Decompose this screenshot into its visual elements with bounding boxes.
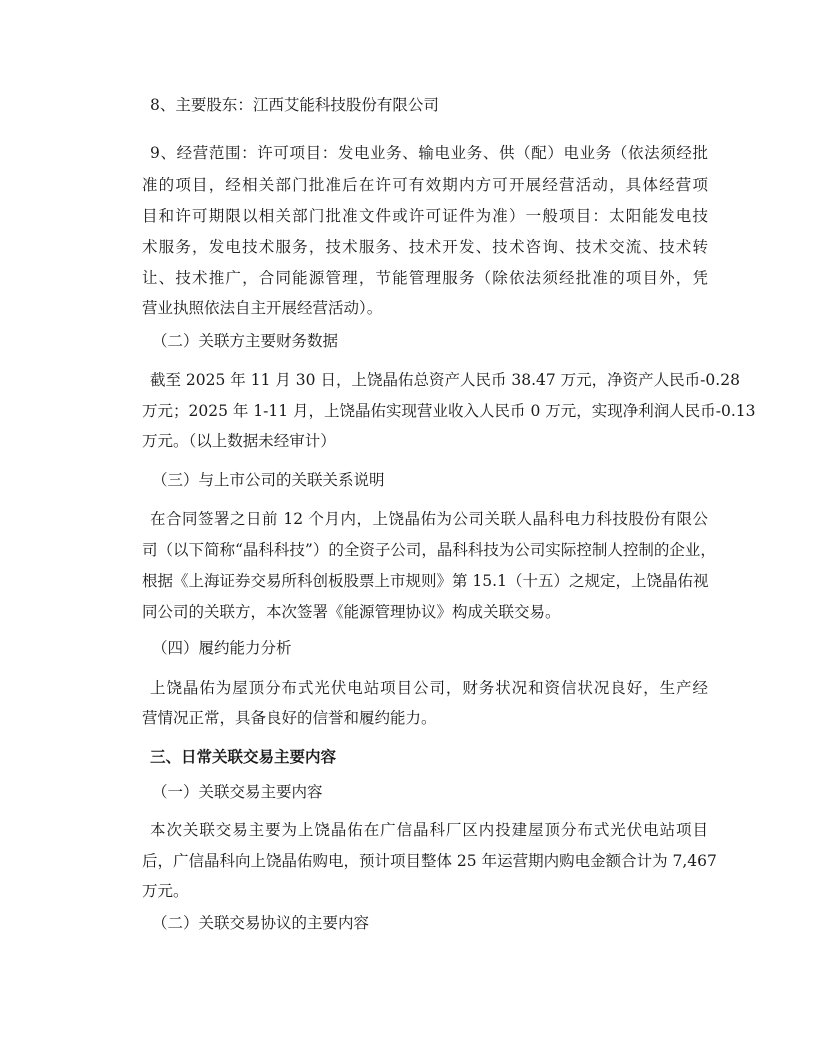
text-line: 9、经营范围：许可项目：发电业务、输电业务、供（配）电业务（依法须经批 <box>150 144 708 162</box>
text-line: 营情况正常，具备良好的信誉和履约能力。 <box>142 709 437 727</box>
text-line: 万元。 <box>142 882 189 900</box>
text-line: 万元。（以上数据未经审计） <box>142 432 336 450</box>
section-heading: （三）与上市公司的关联关系说明 <box>152 471 385 489</box>
section-heading: （一）关联交易主要内容 <box>152 783 323 801</box>
section-heading: （二）关联方主要财务数据 <box>152 332 339 350</box>
text-line: 让、技术推广，合同能源管理，节能管理服务（除依法须经批准的项目外，凭 <box>142 269 708 287</box>
text-line: 截至 2025 年 11 月 30 日，上饶晶佑总资产人民币 38.47 万元，净资产人民币-0.28 <box>150 371 740 389</box>
text-line: 同公司的关联方，本次签署《能源管理协议》构成关联交易。 <box>142 603 561 621</box>
text-line: 准的项目，经相关部门批准后在许可有效期内方可开展经营活动，具体经营项 <box>142 176 708 194</box>
text-line: 司（以下简称“晶科科技”）的全资子公司，晶科科技为公司实际控制人控制的企业， <box>142 541 716 559</box>
text-line: 上饶晶佑为屋顶分布式光伏电站项目公司，财务状况和资信状况良好，生产经 <box>150 679 708 697</box>
text-line: 万元；2025 年 1-11 月，上饶晶佑实现营业收入人民币 0 万元，实现净利润人民币-0.13 <box>142 402 756 420</box>
text-line: 营业执照依法自主开展经营活动）。 <box>142 299 383 317</box>
text-line: 在合同签署之日前 12 个月内，上饶晶佑为公司关联人晶科电力科技股份有限公 <box>150 510 708 528</box>
text-line: 根据《上海证券交易所科创板股票上市规则》第 15.1（十五）之规定，上饶晶佑视 <box>142 572 709 590</box>
text-line: 目和许可期限以相关部门批准文件或许可证件为准）一般项目：太阳能发电技 <box>142 207 708 225</box>
text-line: 本次关联交易主要为上饶晶佑在广信晶科厂区内投建屋顶分布式光伏电站项目 <box>150 821 708 839</box>
part-heading: 三、日常关联交易主要内容 <box>150 747 337 766</box>
section-heading: （二）关联交易协议的主要内容 <box>152 914 370 932</box>
text-line: 术服务，发电技术服务，技术服务、技术开发、技术咨询、技术交流、技术转 <box>142 238 708 256</box>
section-heading: （四）履约能力分析 <box>152 639 292 657</box>
shareholder-line: 8、主要股东：江西艾能科技股份有限公司 <box>150 96 439 114</box>
text-line: 后，广信晶科向上饶晶佑购电，预计项目整体 25 年运营期内购电金额合计为 7,467 <box>142 852 717 870</box>
